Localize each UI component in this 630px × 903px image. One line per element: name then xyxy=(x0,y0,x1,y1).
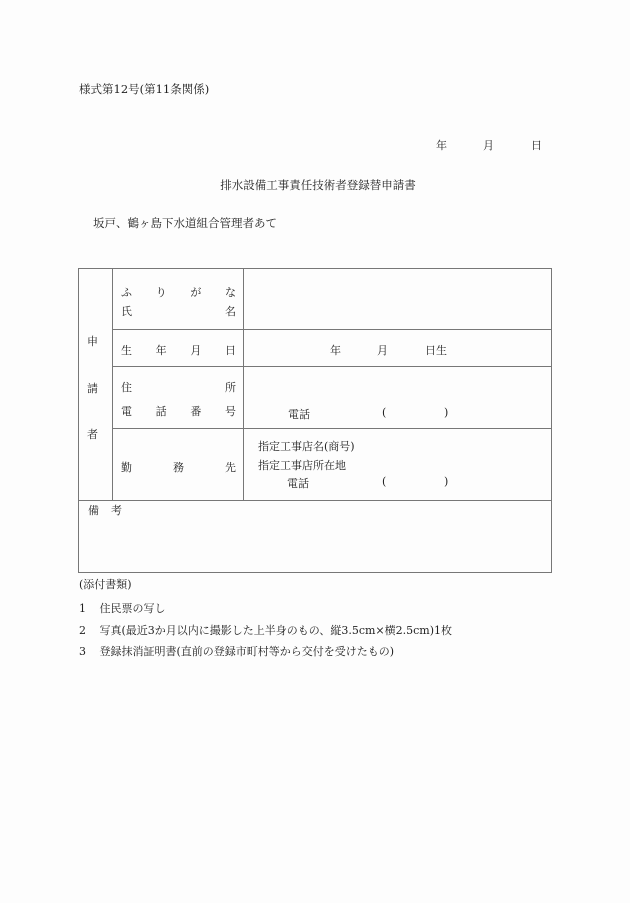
label-char: な xyxy=(224,286,236,299)
phone-label: 電話 xyxy=(288,408,310,421)
form-number: 様式第12号(第11条関係) xyxy=(79,82,210,96)
birthdate-label xyxy=(121,342,236,358)
label-char: 番 xyxy=(190,405,202,418)
label-char: 号 xyxy=(224,405,236,418)
phone-close-paren: ) xyxy=(444,406,449,419)
attachment-number: 2 xyxy=(79,624,86,637)
col-divider xyxy=(243,269,244,500)
phone-number-label xyxy=(121,403,236,419)
date-day-label: 日 xyxy=(531,139,542,152)
birth-year-label: 年 xyxy=(330,344,341,357)
attachment-item xyxy=(79,643,394,659)
label-char: ふ xyxy=(121,286,132,299)
label-char: 話 xyxy=(155,405,167,418)
label-char: 月 xyxy=(190,344,202,357)
row-divider xyxy=(79,500,552,501)
applicant-label-1: 申 xyxy=(87,335,98,348)
col-divider xyxy=(112,269,113,500)
attachment-number: 3 xyxy=(79,645,86,658)
attachment-text: 登録抹消証明書(直前の登録市町村等から交付を受けたもの) xyxy=(99,645,395,658)
label-char: 務 xyxy=(173,461,184,474)
company-phone-open-paren: ( xyxy=(382,475,387,488)
address-phone-field[interactable] xyxy=(245,367,550,427)
attachments-heading: (添付書類) xyxy=(79,578,132,591)
label-char: 日 xyxy=(224,344,236,357)
label-char: 先 xyxy=(225,461,236,474)
company-phone-close-paren: ) xyxy=(444,475,449,488)
applicant-label-3: 者 xyxy=(87,428,98,441)
label-char: 住 xyxy=(121,381,132,394)
label-char: 氏 xyxy=(121,305,132,318)
document-title: 排水設備工事責任技術者登録替申請書 xyxy=(220,178,416,192)
attachment-item xyxy=(79,622,452,638)
furigana-label xyxy=(121,284,236,300)
birth-month-label: 月 xyxy=(377,344,388,357)
attachment-text: 写真(最近3か月以内に撮影した上半身のもの、縦3.5cm×横2.5cm)1枚 xyxy=(99,624,453,637)
birthdate-field[interactable] xyxy=(245,330,550,365)
address-label xyxy=(121,379,236,395)
addressee: 坂戸、鶴ヶ島下水道組合管理者あて xyxy=(93,216,277,230)
birth-day-label: 日生 xyxy=(425,344,447,357)
attachment-text: 住民票の写し xyxy=(99,602,166,615)
workplace-label xyxy=(121,459,236,475)
remarks-field[interactable] xyxy=(80,517,551,571)
phone-open-paren: ( xyxy=(382,406,387,419)
label-char: 所 xyxy=(225,381,236,394)
label-char: 年 xyxy=(155,344,167,357)
label-char: が xyxy=(190,286,202,299)
label-char: 電 xyxy=(121,405,132,418)
workplace-field[interactable] xyxy=(245,429,550,499)
label-char: 勤 xyxy=(121,461,132,474)
company-name-label: 指定工事店名(商号) xyxy=(258,440,355,453)
company-phone-label: 電話 xyxy=(287,477,309,490)
company-address-label: 指定工事店所在地 xyxy=(258,459,346,472)
date-month-label: 月 xyxy=(483,139,494,152)
attachment-number: 1 xyxy=(79,602,86,615)
application-table xyxy=(78,268,552,573)
remarks-label-1: 備 xyxy=(88,504,99,517)
label-char: り xyxy=(155,286,167,299)
date-year-label: 年 xyxy=(436,139,447,152)
name-label xyxy=(121,303,236,319)
applicant-label-2: 請 xyxy=(87,382,98,395)
label-char: 生 xyxy=(121,344,132,357)
remarks-label-2: 考 xyxy=(111,504,122,517)
attachment-item xyxy=(79,600,166,616)
name-field[interactable] xyxy=(245,270,550,328)
label-char: 名 xyxy=(225,305,236,318)
